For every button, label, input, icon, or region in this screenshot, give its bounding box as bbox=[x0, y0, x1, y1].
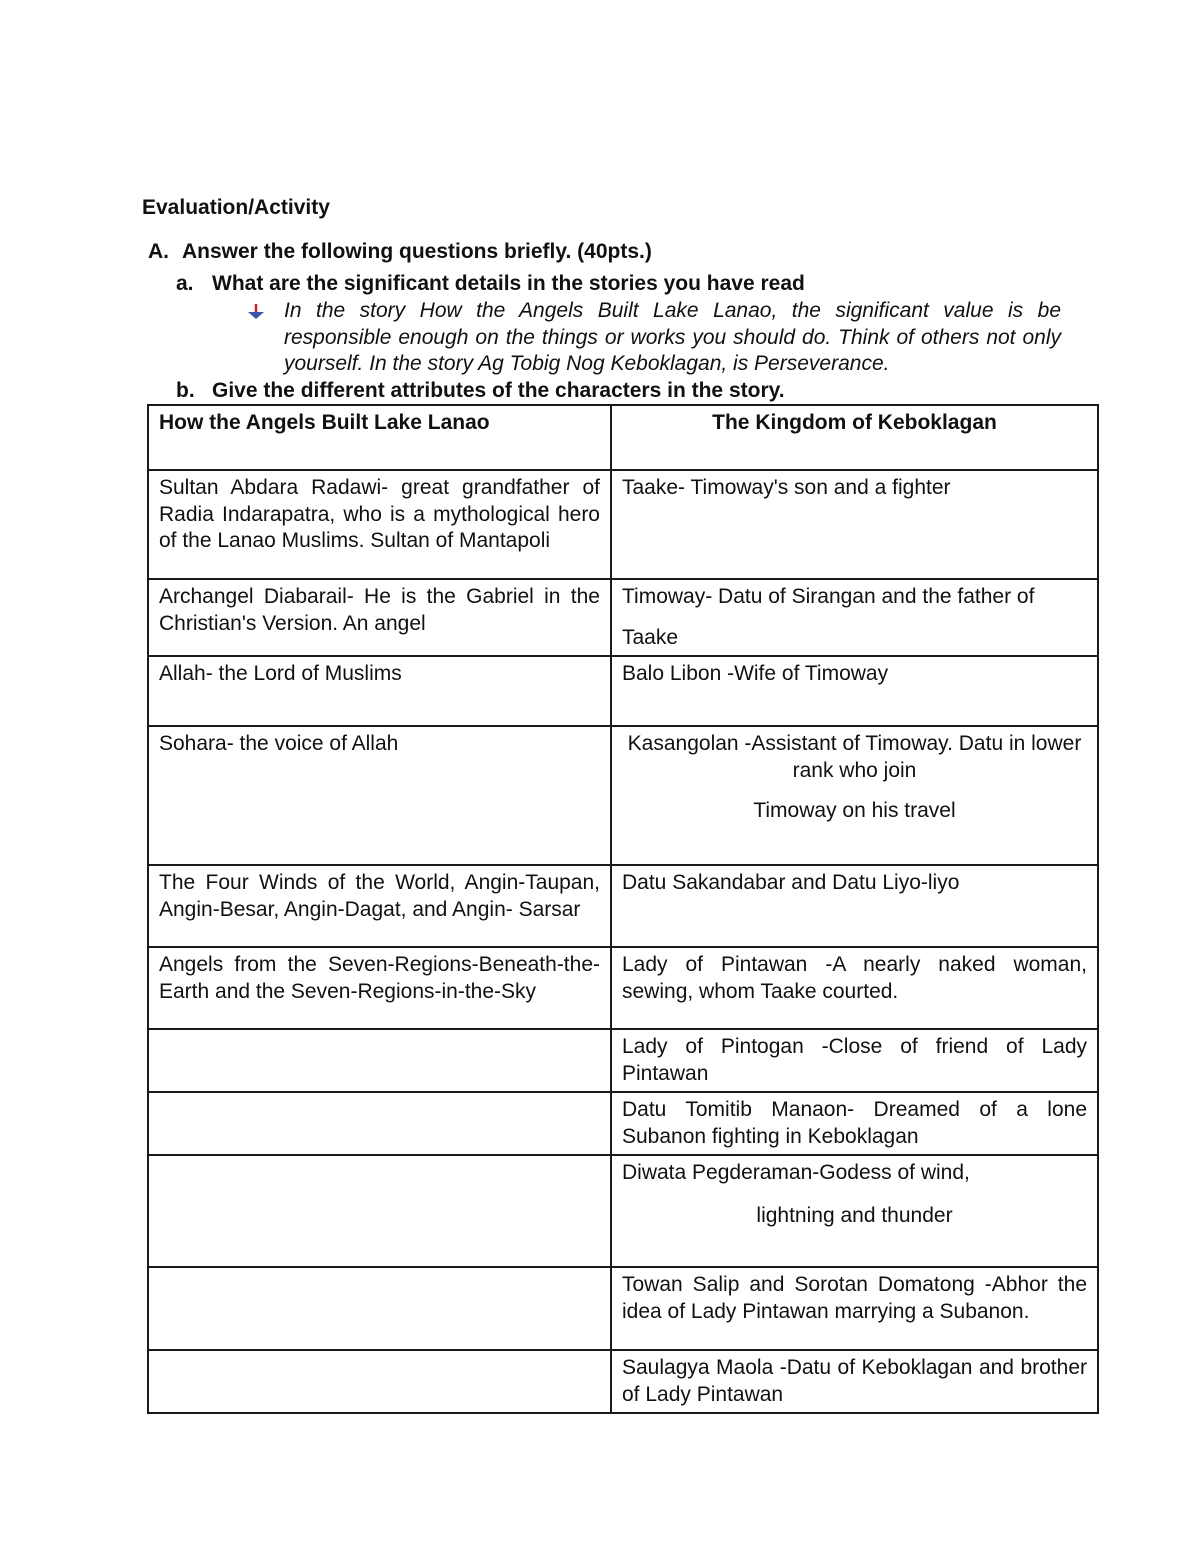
cell-right-line: Kasangolan -Assistant of Timoway. Datu in lower rank who join bbox=[627, 732, 1082, 782]
cell-right: Datu Sakandabar and Datu Liyo-liyo bbox=[611, 865, 1098, 947]
section-a-marker: A. bbox=[148, 240, 169, 263]
cell-left bbox=[148, 1029, 611, 1092]
cell-right: Saulagya Maola -Datu of Keboklagan and brother of Lady Pintawan bbox=[611, 1350, 1098, 1413]
question-a-marker: a. bbox=[176, 272, 194, 295]
question-a-text: What are the significant details in the stories you have read bbox=[212, 272, 805, 295]
cell-right-line: Diwata Pegderaman-Godess of wind, bbox=[622, 1161, 970, 1184]
cell-right-line: lightning and thunder bbox=[756, 1203, 953, 1227]
question-b-text: Give the different attributes of the characters in the story. bbox=[212, 379, 785, 402]
question-b bbox=[176, 379, 785, 403]
cell-left: Sultan Abdara Radawi- great grandfather of Radia Indarapatra, who is a mythological hero of the Lanao Muslims. Sultan of Mantapoli bbox=[148, 470, 611, 579]
cell-left: Archangel Diabarail- He is the Gabriel in the Christian's Version. An angel bbox=[148, 579, 611, 656]
question-a bbox=[176, 272, 805, 296]
cell-right-line: Timoway- Datu of Sirangan and the father of bbox=[622, 585, 1035, 608]
cell-left: Sohara- the voice of Allah bbox=[148, 726, 611, 865]
table-row bbox=[148, 1350, 1098, 1413]
cell-left bbox=[148, 1267, 611, 1350]
section-a-instruction bbox=[148, 240, 652, 264]
cell-right-line: Taake bbox=[622, 625, 679, 649]
cell-right: Balo Libon -Wife of Timoway bbox=[611, 656, 1098, 726]
cell-left: Angels from the Seven-Regions-Beneath-the-Earth and the Seven-Regions-in-the-Sky bbox=[148, 947, 611, 1029]
cell-right: Lady of Pintogan -Close of friend of Lady Pintawan bbox=[611, 1029, 1098, 1092]
table-row bbox=[148, 1267, 1098, 1350]
arrow-bullet-icon bbox=[246, 304, 266, 320]
page-heading: Evaluation/Activity bbox=[142, 196, 330, 219]
cell-right-line: Timoway on his travel bbox=[753, 799, 956, 822]
header-cell-left: How the Angels Built Lake Lanao bbox=[148, 405, 611, 470]
cell-right: Taake- Timoway's son and a fighter bbox=[611, 470, 1098, 579]
cell-right: Towan Salip and Sorotan Domatong -Abhor the idea of Lady Pintawan marrying a Subanon. bbox=[611, 1267, 1098, 1350]
cell-right bbox=[611, 726, 1098, 865]
cell-left bbox=[148, 1350, 611, 1413]
cell-left bbox=[148, 1092, 611, 1155]
cell-right bbox=[611, 579, 1098, 656]
cell-right bbox=[611, 1155, 1098, 1267]
table-row bbox=[148, 865, 1098, 947]
characters-table bbox=[147, 404, 1099, 1414]
question-b-marker: b. bbox=[176, 379, 195, 402]
table-header-row bbox=[148, 405, 1098, 470]
cell-left bbox=[148, 1155, 611, 1267]
table-row bbox=[148, 579, 1098, 656]
cell-left: The Four Winds of the World, Angin-Taupan, Angin-Besar, Angin-Dagat, and Angin- Sarsar bbox=[148, 865, 611, 947]
table-row bbox=[148, 726, 1098, 865]
table-row bbox=[148, 1029, 1098, 1092]
cell-right: Lady of Pintawan -A nearly naked woman, sewing, whom Taake courted. bbox=[611, 947, 1098, 1029]
table-row bbox=[148, 656, 1098, 726]
table-row bbox=[148, 470, 1098, 579]
answer-a-text: In the story How the Angels Built Lake Lanao, the significant value is be responsible enough on the things or works you should do. Think of others not only yourself. In the story Ag Tobig Nog Keboklagan, is Perseverance. bbox=[284, 299, 1061, 375]
table-row bbox=[148, 947, 1098, 1029]
table-row bbox=[148, 1092, 1098, 1155]
cell-left: Allah- the Lord of Muslims bbox=[148, 656, 611, 726]
cell-right: Datu Tomitib Manaon- Dreamed of a lone Subanon fighting in Keboklagan bbox=[611, 1092, 1098, 1155]
table-row bbox=[148, 1155, 1098, 1267]
answer-a bbox=[246, 298, 1061, 378]
section-a-text: Answer the following questions briefly. (40pts.) bbox=[182, 240, 652, 263]
header-cell-right: The Kingdom of Keboklagan bbox=[611, 405, 1098, 470]
